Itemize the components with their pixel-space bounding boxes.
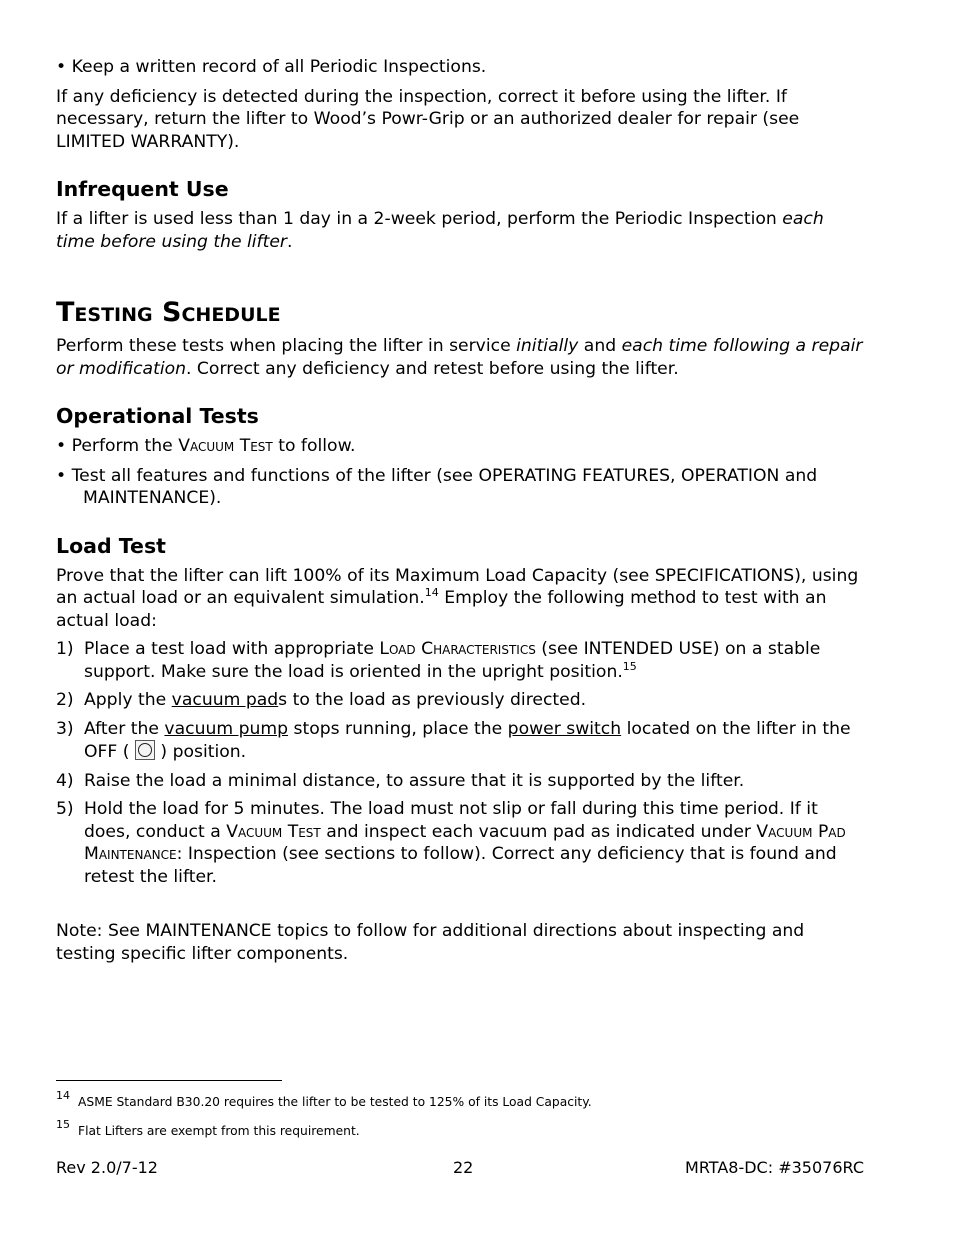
load-test-steps — [56, 638, 868, 888]
maintenance-note: Note: See MAINTENANCE topics to follow for additional directions about inspecting and testing specific lifter components. — [56, 921, 805, 964]
page-body — [56, 56, 868, 965]
revision-label: Rev 2.0/7-12 — [56, 1158, 158, 1177]
list-item: 3) After the vacuum pump stops running, place the power switch located on the lifter in the OFF ( ) position. — [56, 718, 851, 762]
footnote-divider — [56, 1080, 282, 1081]
list-item: 4) Raise the load a minimal distance, to assure that it is supported by the lifter. — [56, 770, 745, 791]
list-item: 1) Place a test load with appropriate Load Characteristics (see INTENDED USE) on a stable support. Make sure the load is oriented in the upright position.$^{15}$ — [56, 639, 821, 682]
page-number: 22 — [453, 1158, 474, 1177]
operational-bullet-2: • Test all features and functions of the lifter (see OPERATING FEATURES, OPERATION and MAINTENANCE). — [56, 465, 818, 508]
testing-schedule-heading: Testing Schedule — [56, 297, 281, 328]
infrequent-use-heading: Infrequent Use — [56, 177, 229, 201]
load-test-paragraph: Prove that the lifter can lift 100% of its Maximum Load Capacity (see SPECIFICATIONS), using an actual load or an equivalent simulation.$^{14}$ Employ the following method to test with an actual load: — [56, 565, 859, 631]
load-test-heading: Load Test — [56, 533, 166, 558]
list-item: 5) Hold the load for 5 minutes. The load must not slip or fall during this time period. If it does, conduct a Vacuum Test and inspect each vacuum pad as indicated under Vacuum Pad Maintenance: Inspection (see sections to follow). Correct any deficiency that is found and retest the lifter. — [56, 799, 846, 887]
footnote-14: $^{14}$ ASME Standard B30.20 requires the lifter to be tested to 125% of its Load Capacity. — [56, 1089, 592, 1109]
operational-tests-heading: Operational Tests — [56, 404, 259, 428]
operational-bullet-1: • Perform the Vacuum Test to follow. — [56, 436, 356, 456]
power-off-icon — [135, 740, 155, 760]
record-bullet: • Keep a written record of all Periodic Inspections. — [56, 57, 487, 77]
infrequent-use-paragraph: If a lifter is used less than 1 day in a 2-week period, perform the Periodic Inspection each time before using the lifter. — [56, 209, 824, 252]
footnote-15: $^{15}$ Flat Lifters are exempt from this requirement. — [56, 1118, 360, 1138]
list-item: 2) Apply the vacuum pads to the load as previously directed. — [56, 690, 587, 710]
testing-schedule-paragraph: Perform these tests when placing the lifter in service initially and each time following a repair or modification. Correct any deficiency and retest before using the lifter. — [56, 336, 863, 379]
deficiency-paragraph: If any deficiency is detected during the inspection, correct it before using the lifter. If necessary, return the lifter to Wood’s Powr-Grip or an authorized dealer for repair (see LIMITED WARRANTY). — [56, 86, 800, 152]
model-number: MRTA8-DC: #35076RC — [685, 1158, 864, 1177]
